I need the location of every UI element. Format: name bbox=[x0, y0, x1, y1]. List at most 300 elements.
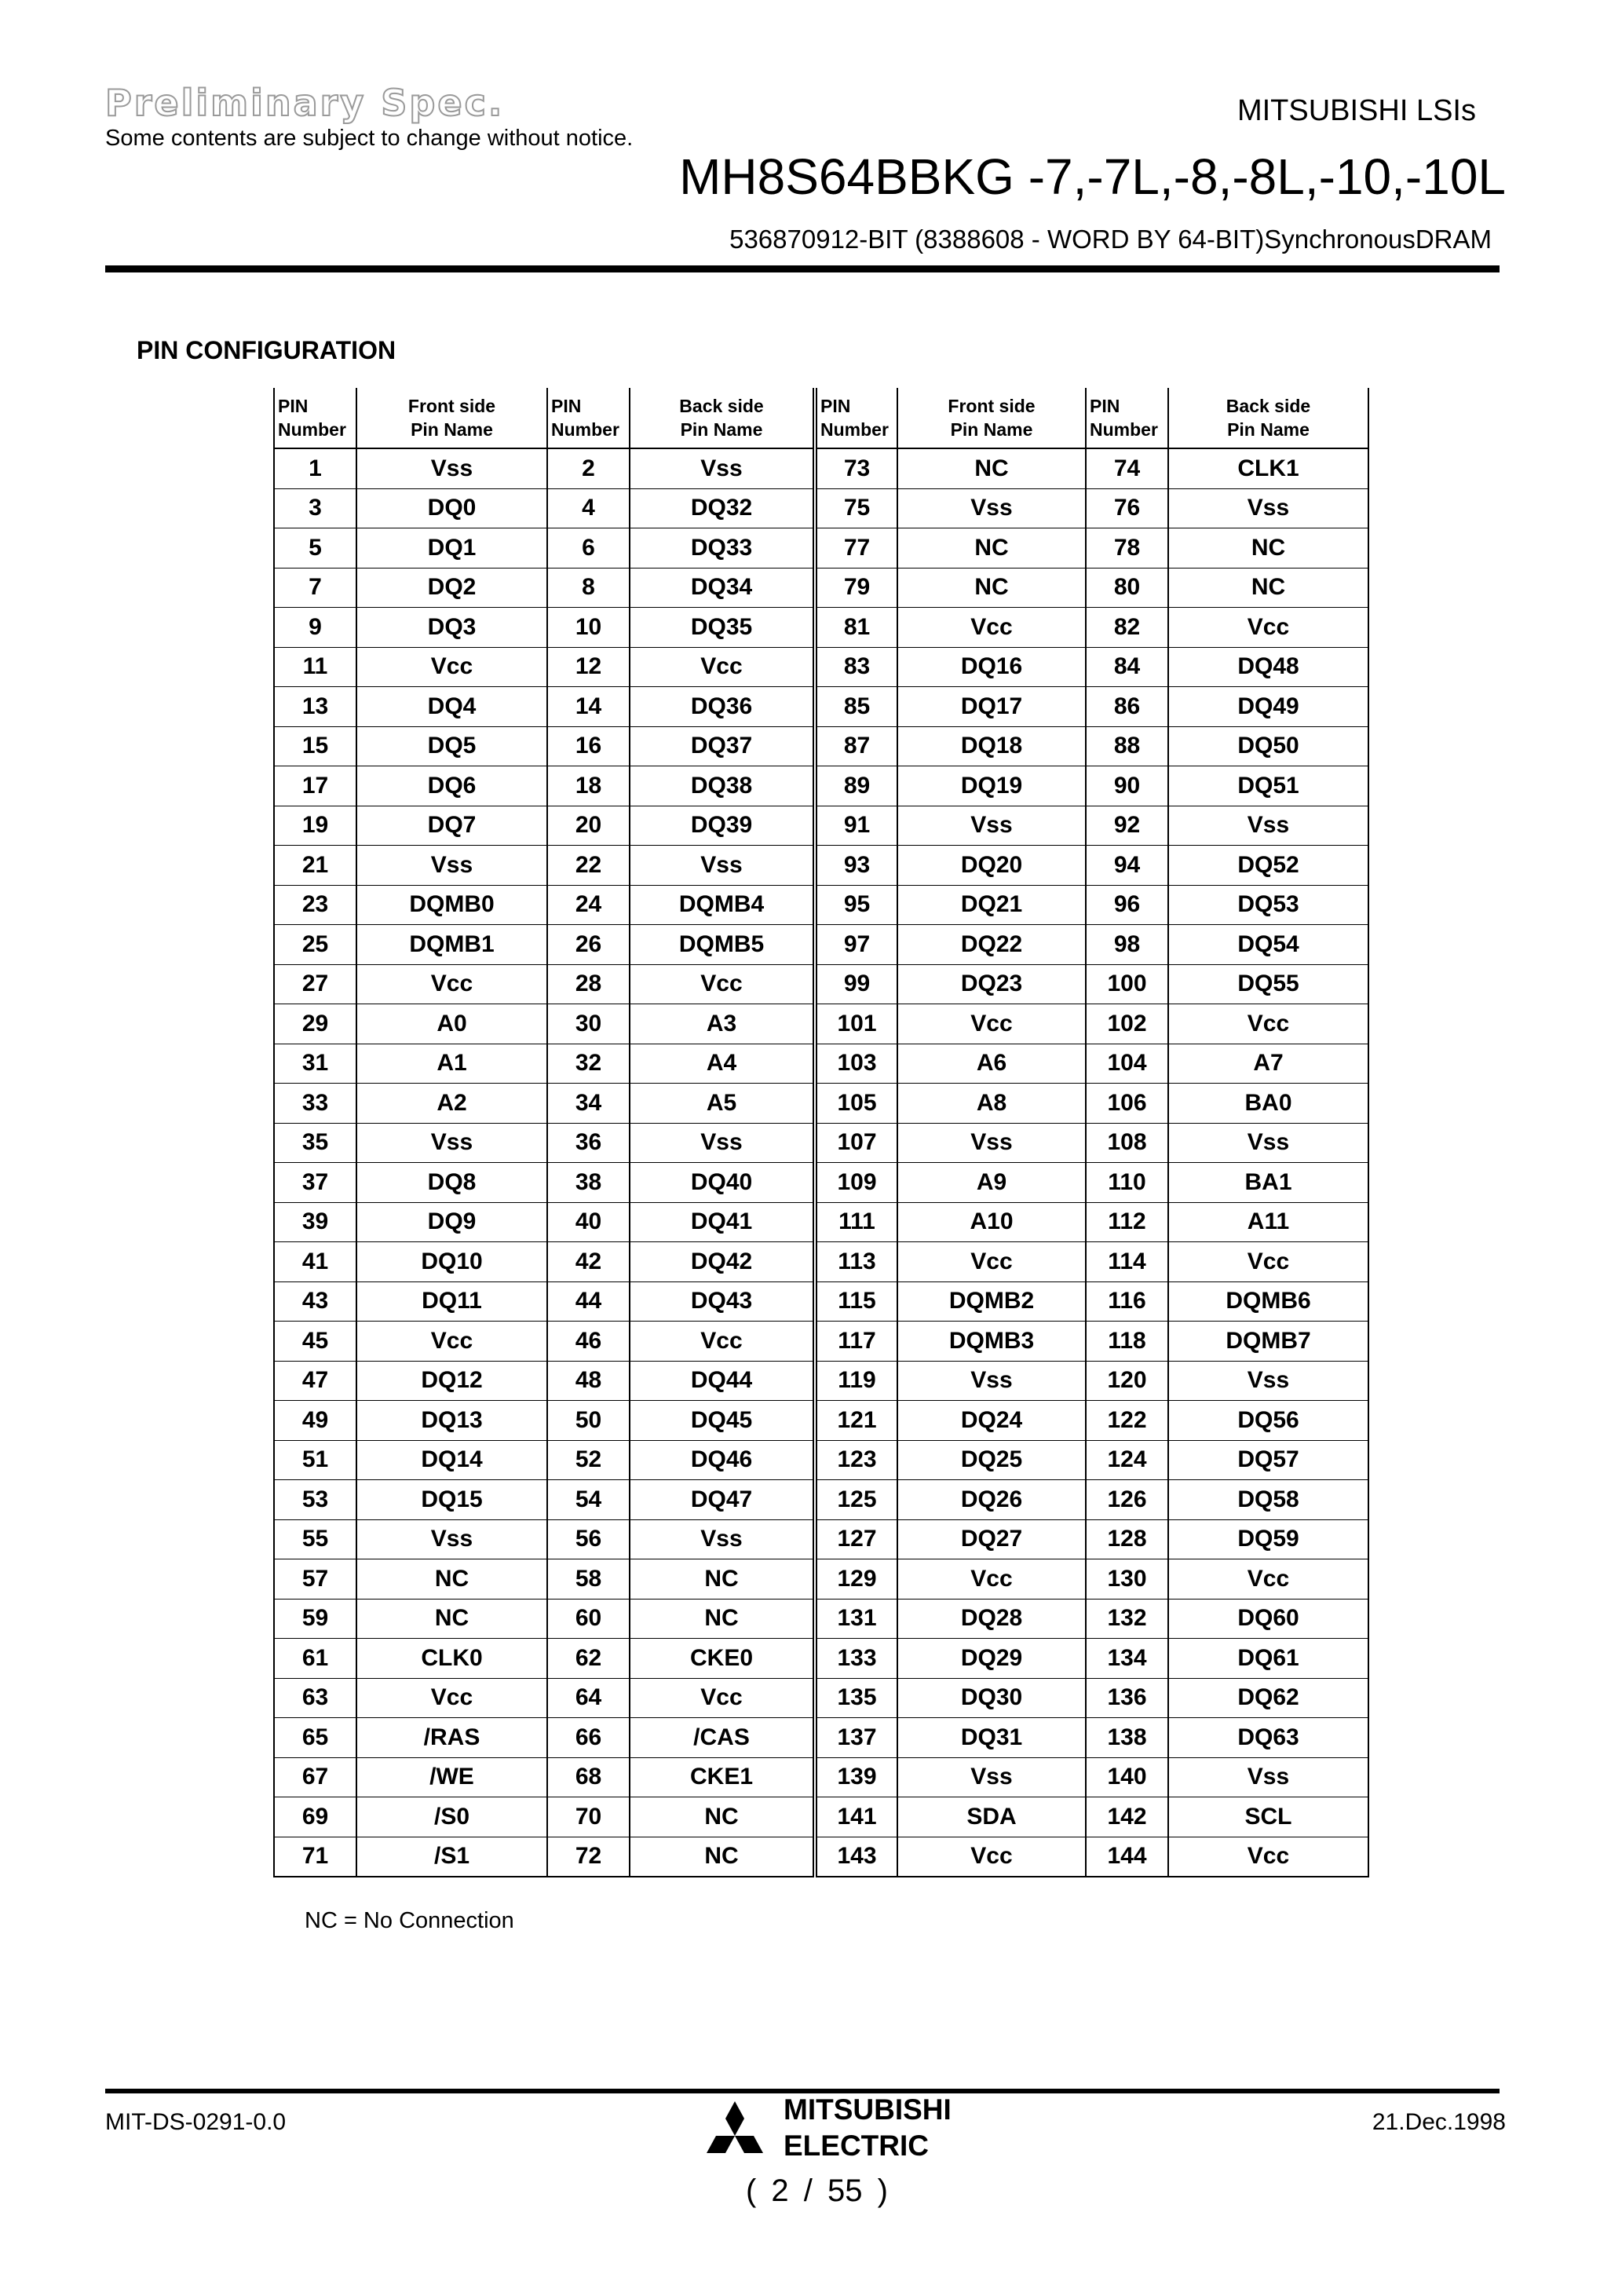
pin-number-cell: 95 bbox=[815, 885, 897, 925]
pin-number-cell: 24 bbox=[547, 885, 630, 925]
pin-name-cell: SCL bbox=[1168, 1797, 1368, 1837]
pin-name-cell: DQ35 bbox=[630, 608, 815, 648]
header-front-pin-name: Front side Pin Name bbox=[897, 388, 1086, 448]
pin-name-cell: DQMB3 bbox=[897, 1322, 1086, 1362]
pin-number-cell: 6 bbox=[547, 528, 630, 569]
table-row bbox=[274, 1361, 1368, 1401]
pin-name-cell: NC bbox=[630, 1599, 815, 1639]
pin-name-cell: DQ21 bbox=[897, 885, 1086, 925]
pin-number-cell: 16 bbox=[547, 726, 630, 766]
pin-number-cell: 133 bbox=[815, 1639, 897, 1679]
pin-number-cell: 74 bbox=[1086, 448, 1168, 488]
header-pin-number: PIN Number bbox=[1086, 388, 1168, 448]
pin-number-cell: 63 bbox=[274, 1678, 356, 1718]
pin-name-cell: A4 bbox=[630, 1044, 815, 1084]
pin-name-cell: NC bbox=[356, 1559, 547, 1600]
pin-name-cell: DQ48 bbox=[1168, 647, 1368, 687]
pin-number-cell: 124 bbox=[1086, 1440, 1168, 1480]
table-row bbox=[274, 1480, 1368, 1520]
pin-number-cell: 91 bbox=[815, 806, 897, 846]
pin-number-cell: 49 bbox=[274, 1401, 356, 1441]
pin-number-cell: 82 bbox=[1086, 608, 1168, 648]
table-row bbox=[274, 806, 1368, 846]
pin-name-cell: CKE0 bbox=[630, 1639, 815, 1679]
pin-name-cell: /WE bbox=[356, 1757, 547, 1797]
table-row bbox=[274, 766, 1368, 806]
pin-number-cell: 55 bbox=[274, 1519, 356, 1559]
pin-name-cell: Vss bbox=[356, 846, 547, 886]
pin-name-cell: DQ46 bbox=[630, 1440, 815, 1480]
pin-name-cell: DQ33 bbox=[630, 528, 815, 569]
manufacturer-label: MITSUBISHI LSIs bbox=[1237, 94, 1476, 127]
pin-name-cell: DQ26 bbox=[897, 1480, 1086, 1520]
pin-name-cell: /S0 bbox=[356, 1797, 547, 1837]
pin-name-cell: A6 bbox=[897, 1044, 1086, 1084]
table-row bbox=[274, 1004, 1368, 1044]
pin-name-cell: Vcc bbox=[1168, 1004, 1368, 1044]
pin-number-cell: 81 bbox=[815, 608, 897, 648]
pin-number-cell: 7 bbox=[274, 568, 356, 608]
table-row bbox=[274, 1599, 1368, 1639]
pin-number-cell: 26 bbox=[547, 925, 630, 965]
pin-number-cell: 13 bbox=[274, 687, 356, 727]
pin-number-cell: 44 bbox=[547, 1281, 630, 1322]
pin-name-cell: BA0 bbox=[1168, 1084, 1368, 1124]
table-row bbox=[274, 1123, 1368, 1163]
pin-number-cell: 79 bbox=[815, 568, 897, 608]
pin-name-cell: DQMB5 bbox=[630, 925, 815, 965]
pin-number-cell: 98 bbox=[1086, 925, 1168, 965]
pin-name-cell: Vcc bbox=[897, 1242, 1086, 1282]
pin-number-cell: 112 bbox=[1086, 1202, 1168, 1242]
table-row bbox=[274, 1401, 1368, 1441]
pin-number-cell: 83 bbox=[815, 647, 897, 687]
pin-name-cell: Vss bbox=[1168, 806, 1368, 846]
pin-name-cell: A2 bbox=[356, 1084, 547, 1124]
pin-name-cell: /S1 bbox=[356, 1837, 547, 1877]
pin-name-cell: CKE1 bbox=[630, 1757, 815, 1797]
pin-name-cell: DQ3 bbox=[356, 608, 547, 648]
pin-number-cell: 108 bbox=[1086, 1123, 1168, 1163]
pin-name-cell: BA1 bbox=[1168, 1163, 1368, 1203]
pin-number-cell: 110 bbox=[1086, 1163, 1168, 1203]
pin-number-cell: 22 bbox=[547, 846, 630, 886]
table-row bbox=[274, 1440, 1368, 1480]
pin-name-cell: DQ15 bbox=[356, 1480, 547, 1520]
table-row bbox=[274, 1322, 1368, 1362]
table-row bbox=[274, 1837, 1368, 1877]
pin-number-cell: 103 bbox=[815, 1044, 897, 1084]
pin-number-cell: 34 bbox=[547, 1084, 630, 1124]
pin-number-cell: 102 bbox=[1086, 1004, 1168, 1044]
pin-number-cell: 139 bbox=[815, 1757, 897, 1797]
pin-name-cell: DQ28 bbox=[897, 1599, 1086, 1639]
pin-number-cell: 90 bbox=[1086, 766, 1168, 806]
pin-number-cell: 123 bbox=[815, 1440, 897, 1480]
table-row bbox=[274, 1718, 1368, 1758]
brand-line-2: ELECTRIC bbox=[784, 2130, 929, 2162]
pin-name-cell: Vss bbox=[630, 1123, 815, 1163]
pin-name-cell: A1 bbox=[356, 1044, 547, 1084]
pin-number-cell: 33 bbox=[274, 1084, 356, 1124]
pin-name-cell: Vss bbox=[897, 1123, 1086, 1163]
pin-number-cell: 65 bbox=[274, 1718, 356, 1758]
pin-number-cell: 132 bbox=[1086, 1599, 1168, 1639]
pin-number-cell: 141 bbox=[815, 1797, 897, 1837]
header-front-pin-name: Front side Pin Name bbox=[356, 388, 547, 448]
pin-number-cell: 47 bbox=[274, 1361, 356, 1401]
pin-name-cell: DQ62 bbox=[1168, 1678, 1368, 1718]
pin-name-cell: A11 bbox=[1168, 1202, 1368, 1242]
table-row bbox=[274, 1519, 1368, 1559]
pin-number-cell: 69 bbox=[274, 1797, 356, 1837]
pin-name-cell: DQ49 bbox=[1168, 687, 1368, 727]
pin-number-cell: 138 bbox=[1086, 1718, 1168, 1758]
pin-name-cell: NC bbox=[897, 528, 1086, 569]
three-diamonds-logo-icon bbox=[688, 2100, 782, 2181]
pin-number-cell: 115 bbox=[815, 1281, 897, 1322]
pin-number-cell: 127 bbox=[815, 1519, 897, 1559]
pin-number-cell: 67 bbox=[274, 1757, 356, 1797]
pin-name-cell: DQ11 bbox=[356, 1281, 547, 1322]
pin-number-cell: 68 bbox=[547, 1757, 630, 1797]
table-row bbox=[274, 1163, 1368, 1203]
pin-name-cell: DQ23 bbox=[897, 964, 1086, 1004]
pin-name-cell: Vcc bbox=[630, 647, 815, 687]
pin-name-cell: DQ59 bbox=[1168, 1519, 1368, 1559]
pin-number-cell: 129 bbox=[815, 1559, 897, 1600]
table-row bbox=[274, 647, 1368, 687]
pin-configuration-table bbox=[273, 388, 1369, 1877]
part-description: 536870912-BIT (8388608 - WORD BY 64-BIT)SynchronousDRAM bbox=[729, 225, 1492, 254]
pin-number-cell: 50 bbox=[547, 1401, 630, 1441]
pin-name-cell: CLK1 bbox=[1168, 448, 1368, 488]
pin-number-cell: 71 bbox=[274, 1837, 356, 1877]
pin-number-cell: 1 bbox=[274, 448, 356, 488]
pin-name-cell: DQ60 bbox=[1168, 1599, 1368, 1639]
pin-name-cell: DQ17 bbox=[897, 687, 1086, 727]
table-row bbox=[274, 964, 1368, 1004]
pin-name-cell: Vss bbox=[356, 1123, 547, 1163]
pin-number-cell: 15 bbox=[274, 726, 356, 766]
table-row bbox=[274, 528, 1368, 569]
pin-number-cell: 73 bbox=[815, 448, 897, 488]
pin-name-cell: DQ9 bbox=[356, 1202, 547, 1242]
pin-name-cell: Vss bbox=[1168, 1123, 1368, 1163]
pin-number-cell: 140 bbox=[1086, 1757, 1168, 1797]
pin-number-cell: 130 bbox=[1086, 1559, 1168, 1600]
pin-name-cell: Vcc bbox=[897, 1004, 1086, 1044]
section-title: PIN CONFIGURATION bbox=[137, 336, 396, 364]
pin-name-cell: A3 bbox=[630, 1004, 815, 1044]
pin-number-cell: 105 bbox=[815, 1084, 897, 1124]
pin-number-cell: 116 bbox=[1086, 1281, 1168, 1322]
pin-name-cell: Vss bbox=[630, 448, 815, 488]
pin-number-cell: 18 bbox=[547, 766, 630, 806]
table-row bbox=[274, 1559, 1368, 1600]
pin-number-cell: 39 bbox=[274, 1202, 356, 1242]
pin-number-cell: 104 bbox=[1086, 1044, 1168, 1084]
pin-number-cell: 100 bbox=[1086, 964, 1168, 1004]
pin-name-cell: Vss bbox=[356, 448, 547, 488]
pin-number-cell: 28 bbox=[547, 964, 630, 1004]
pin-name-cell: Vss bbox=[1168, 1361, 1368, 1401]
pin-number-cell: 10 bbox=[547, 608, 630, 648]
pin-number-cell: 131 bbox=[815, 1599, 897, 1639]
pin-number-cell: 19 bbox=[274, 806, 356, 846]
pin-number-cell: 30 bbox=[547, 1004, 630, 1044]
pin-number-cell: 137 bbox=[815, 1718, 897, 1758]
pin-number-cell: 5 bbox=[274, 528, 356, 569]
pin-number-cell: 114 bbox=[1086, 1242, 1168, 1282]
pin-name-cell: DQ6 bbox=[356, 766, 547, 806]
pin-number-cell: 3 bbox=[274, 488, 356, 528]
pin-name-cell: DQMB0 bbox=[356, 885, 547, 925]
pin-number-cell: 48 bbox=[547, 1361, 630, 1401]
pin-number-cell: 75 bbox=[815, 488, 897, 528]
pin-name-cell: NC bbox=[630, 1797, 815, 1837]
pin-number-cell: 121 bbox=[815, 1401, 897, 1441]
pin-name-cell: DQ42 bbox=[630, 1242, 815, 1282]
pin-name-cell: DQ1 bbox=[356, 528, 547, 569]
pin-number-cell: 20 bbox=[547, 806, 630, 846]
pin-number-cell: 126 bbox=[1086, 1480, 1168, 1520]
pin-name-cell: Vcc bbox=[897, 608, 1086, 648]
brand-name bbox=[784, 2092, 952, 2164]
pin-number-cell: 142 bbox=[1086, 1797, 1168, 1837]
nc-footnote: NC = No Connection bbox=[305, 1908, 514, 1933]
pin-number-cell: 92 bbox=[1086, 806, 1168, 846]
pin-name-cell: DQ4 bbox=[356, 687, 547, 727]
pin-name-cell: Vcc bbox=[1168, 1559, 1368, 1600]
pin-number-cell: 143 bbox=[815, 1837, 897, 1877]
table-row bbox=[274, 568, 1368, 608]
table-row bbox=[274, 687, 1368, 727]
pin-name-cell: Vcc bbox=[897, 1559, 1086, 1600]
pin-name-cell: DQ20 bbox=[897, 846, 1086, 886]
table-row bbox=[274, 1281, 1368, 1322]
pin-name-cell: DQMB7 bbox=[1168, 1322, 1368, 1362]
pin-number-cell: 60 bbox=[547, 1599, 630, 1639]
table-row bbox=[274, 1797, 1368, 1837]
pin-name-cell: Vss bbox=[630, 846, 815, 886]
pin-number-cell: 117 bbox=[815, 1322, 897, 1362]
pin-name-cell: DQ24 bbox=[897, 1401, 1086, 1441]
pin-number-cell: 21 bbox=[274, 846, 356, 886]
pin-number-cell: 37 bbox=[274, 1163, 356, 1203]
pin-number-cell: 52 bbox=[547, 1440, 630, 1480]
pin-name-cell: DQ30 bbox=[897, 1678, 1086, 1718]
pin-number-cell: 64 bbox=[547, 1678, 630, 1718]
header-pin-number: PIN Number bbox=[815, 388, 897, 448]
pin-name-cell: DQ50 bbox=[1168, 726, 1368, 766]
pin-number-cell: 93 bbox=[815, 846, 897, 886]
pin-number-cell: 101 bbox=[815, 1004, 897, 1044]
pin-number-cell: 118 bbox=[1086, 1322, 1168, 1362]
pin-number-cell: 77 bbox=[815, 528, 897, 569]
pin-table-body bbox=[274, 448, 1368, 1877]
pin-number-cell: 128 bbox=[1086, 1519, 1168, 1559]
pin-name-cell: Vcc bbox=[356, 1322, 547, 1362]
pin-name-cell: DQ25 bbox=[897, 1440, 1086, 1480]
pin-number-cell: 11 bbox=[274, 647, 356, 687]
pin-number-cell: 99 bbox=[815, 964, 897, 1004]
pin-name-cell: DQ56 bbox=[1168, 1401, 1368, 1441]
pin-name-cell: DQ2 bbox=[356, 568, 547, 608]
pin-name-cell: A9 bbox=[897, 1163, 1086, 1203]
pin-name-cell: DQ8 bbox=[356, 1163, 547, 1203]
pin-name-cell: DQ29 bbox=[897, 1639, 1086, 1679]
pin-number-cell: 54 bbox=[547, 1480, 630, 1520]
pin-name-cell: DQ47 bbox=[630, 1480, 815, 1520]
table-row bbox=[274, 885, 1368, 925]
pin-name-cell: DQ58 bbox=[1168, 1480, 1368, 1520]
pin-number-cell: 59 bbox=[274, 1599, 356, 1639]
table-row bbox=[274, 1044, 1368, 1084]
pin-number-cell: 4 bbox=[547, 488, 630, 528]
pin-name-cell: DQ61 bbox=[1168, 1639, 1368, 1679]
pin-number-cell: 113 bbox=[815, 1242, 897, 1282]
pin-name-cell: Vcc bbox=[1168, 1242, 1368, 1282]
pin-name-cell: DQ41 bbox=[630, 1202, 815, 1242]
pin-name-cell: Vcc bbox=[356, 1678, 547, 1718]
pin-number-cell: 122 bbox=[1086, 1401, 1168, 1441]
pin-number-cell: 9 bbox=[274, 608, 356, 648]
pin-number-cell: 97 bbox=[815, 925, 897, 965]
pin-name-cell: DQ53 bbox=[1168, 885, 1368, 925]
pin-name-cell: DQMB6 bbox=[1168, 1281, 1368, 1322]
pin-number-cell: 46 bbox=[547, 1322, 630, 1362]
table-row bbox=[274, 1202, 1368, 1242]
pin-name-cell: DQ57 bbox=[1168, 1440, 1368, 1480]
pin-number-cell: 78 bbox=[1086, 528, 1168, 569]
pin-number-cell: 45 bbox=[274, 1322, 356, 1362]
pin-name-cell: A5 bbox=[630, 1084, 815, 1124]
pin-number-cell: 62 bbox=[547, 1639, 630, 1679]
pin-number-cell: 106 bbox=[1086, 1084, 1168, 1124]
pin-name-cell: Vss bbox=[897, 806, 1086, 846]
table-row bbox=[274, 1242, 1368, 1282]
pin-name-cell: Vss bbox=[897, 488, 1086, 528]
pin-name-cell: Vss bbox=[897, 1361, 1086, 1401]
pin-name-cell: DQMB2 bbox=[897, 1281, 1086, 1322]
pin-name-cell: NC bbox=[630, 1837, 815, 1877]
pin-name-cell: Vss bbox=[630, 1519, 815, 1559]
pin-name-cell: DQ18 bbox=[897, 726, 1086, 766]
pin-name-cell: DQ52 bbox=[1168, 846, 1368, 886]
pin-name-cell: NC bbox=[1168, 568, 1368, 608]
pin-name-cell: DQ37 bbox=[630, 726, 815, 766]
pin-name-cell: DQ5 bbox=[356, 726, 547, 766]
pin-number-cell: 88 bbox=[1086, 726, 1168, 766]
pin-number-cell: 119 bbox=[815, 1361, 897, 1401]
pin-number-cell: 136 bbox=[1086, 1678, 1168, 1718]
pin-number-cell: 32 bbox=[547, 1044, 630, 1084]
pin-number-cell: 135 bbox=[815, 1678, 897, 1718]
pin-name-cell: NC bbox=[897, 568, 1086, 608]
pin-number-cell: 40 bbox=[547, 1202, 630, 1242]
pin-name-cell: DQ10 bbox=[356, 1242, 547, 1282]
pin-name-cell: DQ22 bbox=[897, 925, 1086, 965]
pin-number-cell: 51 bbox=[274, 1440, 356, 1480]
pin-name-cell: NC bbox=[1168, 528, 1368, 569]
pin-name-cell: DQ51 bbox=[1168, 766, 1368, 806]
table-row bbox=[274, 1757, 1368, 1797]
document-id: MIT-DS-0291-0.0 bbox=[105, 2109, 287, 2135]
pin-name-cell: DQ0 bbox=[356, 488, 547, 528]
pin-name-cell: DQ14 bbox=[356, 1440, 547, 1480]
header-pin-number: PIN Number bbox=[547, 388, 630, 448]
pin-name-cell: DQ40 bbox=[630, 1163, 815, 1203]
pin-number-cell: 58 bbox=[547, 1559, 630, 1600]
pin-name-cell: A0 bbox=[356, 1004, 547, 1044]
pin-name-cell: DQ45 bbox=[630, 1401, 815, 1441]
table-header-row bbox=[274, 388, 1368, 448]
pin-name-cell: Vss bbox=[1168, 1757, 1368, 1797]
pin-name-cell: NC bbox=[630, 1559, 815, 1600]
pin-number-cell: 38 bbox=[547, 1163, 630, 1203]
pin-name-cell: DQ13 bbox=[356, 1401, 547, 1441]
pin-number-cell: 17 bbox=[274, 766, 356, 806]
pin-name-cell: DQ31 bbox=[897, 1718, 1086, 1758]
pin-number-cell: 70 bbox=[547, 1797, 630, 1837]
pin-number-cell: 94 bbox=[1086, 846, 1168, 886]
pin-name-cell: DQ16 bbox=[897, 647, 1086, 687]
pin-number-cell: 8 bbox=[547, 568, 630, 608]
pin-name-cell: DQ54 bbox=[1168, 925, 1368, 965]
pin-name-cell: DQ27 bbox=[897, 1519, 1086, 1559]
pin-name-cell: Vcc bbox=[1168, 1837, 1368, 1877]
pin-name-cell: DQ63 bbox=[1168, 1718, 1368, 1758]
pin-number-cell: 120 bbox=[1086, 1361, 1168, 1401]
pin-number-cell: 23 bbox=[274, 885, 356, 925]
table-row bbox=[274, 448, 1368, 488]
pin-name-cell: NC bbox=[897, 448, 1086, 488]
pin-name-cell: /RAS bbox=[356, 1718, 547, 1758]
pin-number-cell: 27 bbox=[274, 964, 356, 1004]
table-row bbox=[274, 925, 1368, 965]
pin-name-cell: NC bbox=[356, 1599, 547, 1639]
pin-number-cell: 56 bbox=[547, 1519, 630, 1559]
pin-name-cell: Vcc bbox=[356, 964, 547, 1004]
part-number-title: MH8S64BBKG -7,-7L,-8,-8L,-10,-10L bbox=[679, 148, 1506, 205]
pin-number-cell: 12 bbox=[547, 647, 630, 687]
pin-name-cell: DQMB4 bbox=[630, 885, 815, 925]
pin-name-cell: DQ12 bbox=[356, 1361, 547, 1401]
pin-number-cell: 144 bbox=[1086, 1837, 1168, 1877]
pin-number-cell: 107 bbox=[815, 1123, 897, 1163]
header-back-pin-name: Back side Pin Name bbox=[1168, 388, 1368, 448]
document-date: 21.Dec.1998 bbox=[1372, 2109, 1506, 2135]
pin-name-cell: Vss bbox=[1168, 488, 1368, 528]
pin-number-cell: 14 bbox=[547, 687, 630, 727]
pin-number-cell: 109 bbox=[815, 1163, 897, 1203]
pin-name-cell: DQ43 bbox=[630, 1281, 815, 1322]
pin-number-cell: 35 bbox=[274, 1123, 356, 1163]
preliminary-spec-label: Preliminary Spec. bbox=[105, 82, 505, 124]
pin-number-cell: 2 bbox=[547, 448, 630, 488]
pin-name-cell: Vss bbox=[897, 1757, 1086, 1797]
pin-number-cell: 72 bbox=[547, 1837, 630, 1877]
pin-number-cell: 76 bbox=[1086, 488, 1168, 528]
header-back-pin-name: Back side Pin Name bbox=[630, 388, 815, 448]
pin-name-cell: Vcc bbox=[630, 1322, 815, 1362]
pin-number-cell: 84 bbox=[1086, 647, 1168, 687]
table-row bbox=[274, 1678, 1368, 1718]
page-number: ( 2 / 55 ) bbox=[746, 2174, 888, 2208]
pin-name-cell: CLK0 bbox=[356, 1639, 547, 1679]
pin-number-cell: 41 bbox=[274, 1242, 356, 1282]
